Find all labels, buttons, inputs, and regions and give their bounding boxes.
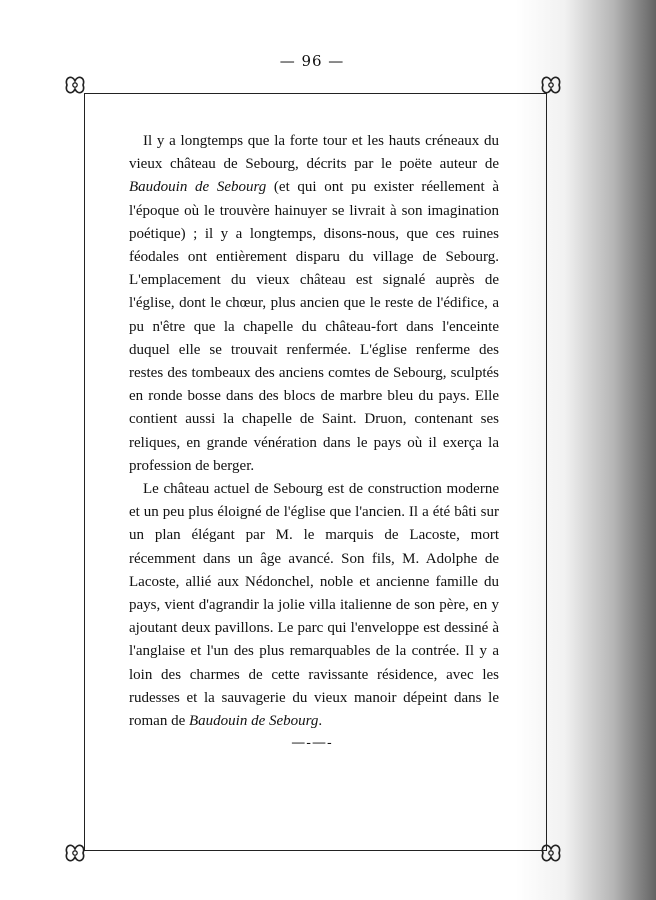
body-text (129, 130, 499, 733)
corner-ornament-icon (538, 72, 564, 98)
end-rule: —-—- (291, 735, 333, 751)
paragraph-1 (129, 130, 499, 478)
book-title: Baudouin de Sebourg (188, 713, 319, 730)
paragraph-text: Il y a longtemps que la forte tour et les hauts créneaux du vieux château de Sebourg, décrits par le poëte auteur de (129, 133, 499, 173)
paragraph-text: Le château actuel de Sebourg est de construction moderne et un peu plus éloigné de l'église que l'ancien. Il a été bâti sur un plan élégant par M. le marquis de Lacoste, mort récemment dans un âge avancé. Son fils, M. Adolphe de Lacoste, allié aux Nédonchel, noble et ancienne famille du pays, vient d'agrandir la jolie villa italienne de son père, en y ajoutant deux pavillons. Le parc qui l'enveloppe est dessiné à l'anglaise et l'un des plus remarquables de la contrée. Il y a loin des charmes de cette ravissante résidence, avec les rudesses et la sauvagerie du vieux manoir dépeint dans le roman de (129, 481, 499, 730)
paragraph-text: (et qui ont pu exister réellement à l'époque où le trouvère hainuyer se livrait à son imagination poétique) ; il y a longtemps, disons-nous, que ces ruines féodales ont entièrement disparu du village de Sebourg. L'emplacement du vieux château est signalé auprès de l'église, dont le chœur, plus ancien que le reste de l'édifice, a pu n'être que la chapelle du château-fort dans l'enceinte duquel elle se trouvait renfermée. L'église renferme des restes des tombeaux des anciens comtes de Sebourg, sculptés en ronde bosse dans des blocs de marbre bleu du pays. Elle contient aussi la chapelle de Saint. Druon, contenant ses reliques, en grande vénération dans le pays où il exerça la profession de berger. (129, 179, 499, 474)
paragraph-2 (129, 478, 499, 733)
corner-ornament-icon (62, 72, 88, 98)
page-number: — 96 — (279, 52, 345, 70)
paragraph-text: . (318, 713, 323, 730)
corner-ornament-icon (538, 840, 564, 866)
book-title: Baudouin de Sebourg (129, 179, 267, 196)
corner-ornament-icon (62, 840, 88, 866)
